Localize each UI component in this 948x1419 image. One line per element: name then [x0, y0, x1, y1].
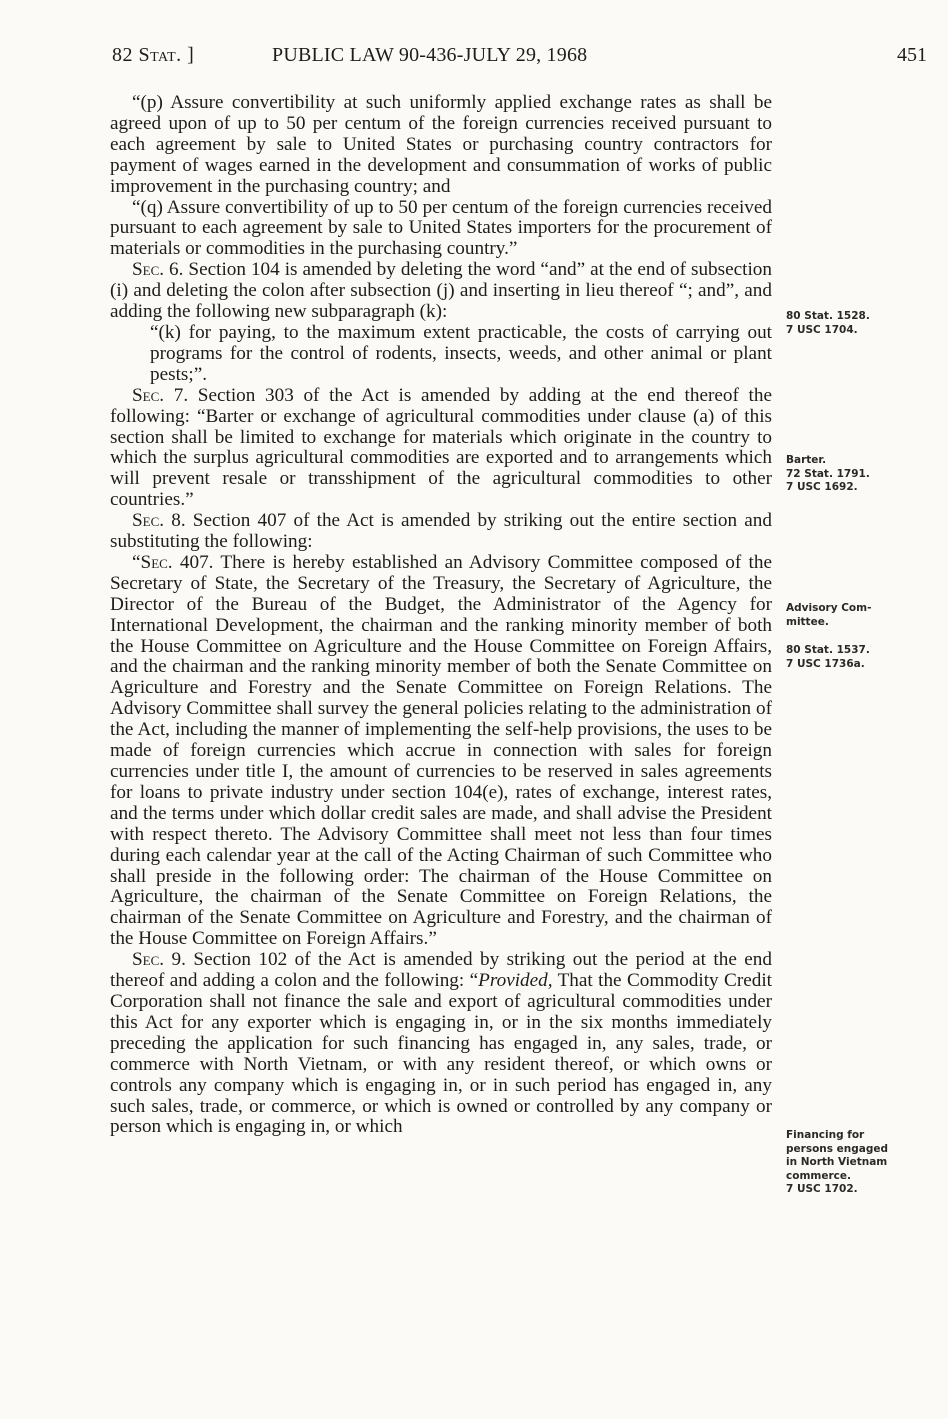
section-8-text: Section 407 of the Act is amended by striking out the entire section and substituting the following: — [110, 510, 772, 553]
margin-note-line: persons engaged — [786, 1142, 889, 1155]
margin-note-advisory — [786, 602, 926, 629]
section-7 — [110, 386, 772, 511]
section-7-label: Sec. 7. — [132, 384, 189, 406]
section-9-text-a: Section 102 of the Act is amended by striking out the period at the end thereof and adding a colon and the following: “ — [110, 949, 772, 992]
margin-note-sec407 — [786, 644, 926, 671]
margin-note-line: 7 USC 1692. — [786, 481, 858, 493]
section-407 — [110, 553, 772, 950]
margin-note-line: 7 USC 1704. — [786, 323, 858, 336]
page-header — [112, 44, 927, 74]
margin-note-line: 7 USC 1736a. — [786, 657, 865, 670]
margin-note-line: Advisory Com- — [786, 602, 872, 614]
margin-note-line: 80 Stat. 1528. — [786, 310, 870, 322]
section-407-label: “Sec. 407. — [132, 551, 214, 573]
section-6 — [110, 260, 772, 323]
margin-note-line: Barter. — [786, 454, 827, 466]
margin-note-line: mittee. — [786, 615, 829, 628]
margin-note-financing — [786, 1129, 926, 1197]
section-8-label: Sec. 8. — [132, 510, 186, 532]
section-407-text: There is hereby established an Advisory Committee composed of the Secretary of State, the Secretary of the Treasury, the Secretary of Agriculture, the Director of the Bureau of the Budget, the Administrator of the Agency for International Development, the chairman and the ranking minority member of both the House Committee on Agriculture and the House Committee on Foreign Affairs, and the chairman and the ranking minority member of both the Senate Committee on Agriculture and Forestry and the Senate Committee on Foreign Relations. The Advisory Committee shall survey the general policies relating to the administration of the Act, including the manner of implementing the self-help provisions, the uses to be made of foreign currencies which accrue in connection with sales for foreign currencies under title I, the amount of currencies to be reserved in sales agreements for loans to private industry under section 104(e), rates of exchange, interest rates, and the terms under which dollar credit sales are made, and shall advise the President with respect thereto. The Advisory Committee shall meet not less than four times during each calendar year at the call of the Acting Chairman of such Committee who shall preside in the following order: The chairman of the House Committee on Agriculture, the chairman of the Senate Committee on Foreign Relations, the chairman of the Senate Committee on Agriculture and Forestry, and the chairman of the House Committee on Foreign Affairs.” — [110, 551, 772, 950]
section-9-provided: Provided, — [478, 970, 553, 992]
subsection-p: “(p) Assure convertibility at such uniformly applied exchange rates as shall be agreed upon of up to 50 per centum of the foreign currencies received pursuant to each agreement by sale to United States or purchasing country contractors for payment of wages earned in the development and consummation of works of public improvement in the purchasing country; and — [110, 92, 772, 197]
page-number: 451 — [897, 44, 927, 66]
section-9-label: Sec. 9. — [132, 949, 186, 971]
section-6-text: Section 104 is amended by deleting the word “and” at the end of subsection (i) and deleting the colon after subsection (j) and inserting in lieu thereof “; and”, and adding the following new subparagraph (k): — [110, 259, 772, 323]
running-title: PUBLIC LAW 90-436-JULY 29, 1968 — [272, 44, 588, 66]
margin-note-line: 72 Stat. 1791. — [786, 467, 870, 480]
margin-note-line: 7 USC 1702. — [786, 1183, 858, 1195]
section-6-quote: “(k) for paying, to the maximum extent practicable, the costs of carrying out programs for the control of rodents, insects, weeds, and other animal or plant pests;”. — [150, 321, 772, 385]
stat-reference: 82 Stat. ] — [112, 44, 195, 66]
margin-note-line: 80 Stat. 1537. — [786, 644, 870, 656]
section-7-text: Section 303 of the Act is amended by adding at the end thereof the following: “Barter or exchange of agricultural commodities under clause (a) of this section shall be limited to exchange for materials which originate in the country to which the surplus agricultural commodities are exported and to arrangements which will prevent resale or transshipment of the agricultural commodities to other countries.” — [110, 384, 772, 511]
margin-note-line: Financing for — [786, 1129, 865, 1141]
subsection-q: “(q) Assure convertibility of up to 50 per centum of the foreign currencies received pursuant to each agreement by sale to United States importers for the procurement of materials or commodities in the purchasing country.” — [110, 196, 772, 260]
section-9-text-b: That the Commodity Credit Corporation shall not finance the sale and export of agricultural commodities under this Act for any exporter which is engaging in, or in the six months immediately preceding the application for such financing has engaged in, any sales, trade, or commerce with North Vietnam, or with any resident thereof, or which owns or controls any company which is engaging in, or in such period has engaged in, any such sales, trade, or commerce, or which is owned or controlled by any company or person which is engaging in, or which — [110, 970, 772, 1138]
margin-note-line: commerce. — [786, 1169, 851, 1182]
margin-note-line: in North Vietnam — [786, 1156, 888, 1168]
margin-note-sec6 — [786, 310, 926, 337]
section-6-label: Sec. 6. — [132, 259, 184, 281]
section-8 — [110, 511, 772, 553]
section-9 — [110, 950, 772, 1138]
margin-note-barter — [786, 454, 926, 495]
main-text — [110, 93, 772, 1138]
